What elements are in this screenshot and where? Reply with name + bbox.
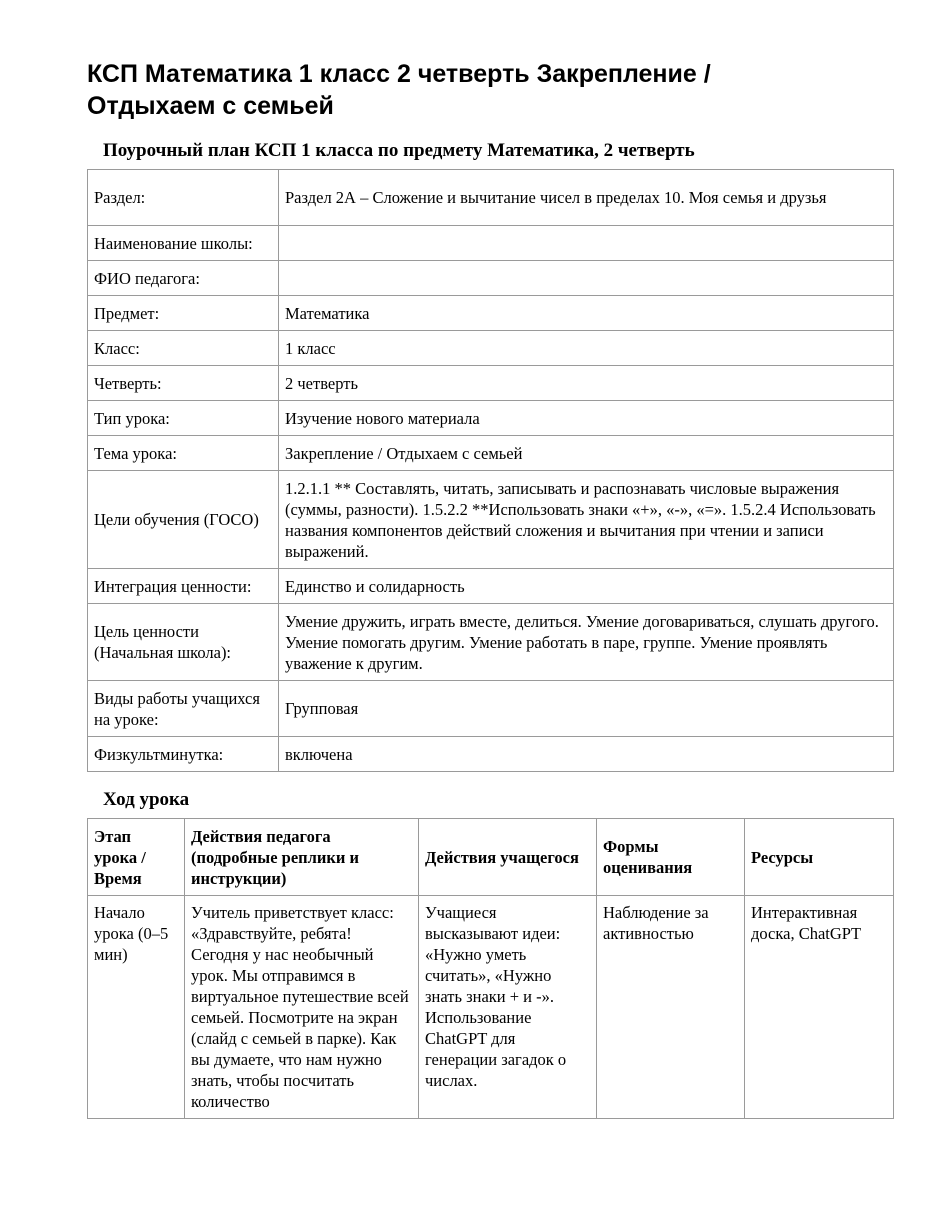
column-header-stage: Этап урока / Время xyxy=(88,819,185,896)
info-value: 2 четверть xyxy=(279,366,894,401)
info-label: ФИО педагога: xyxy=(88,261,279,296)
info-row-value-integration xyxy=(88,569,894,604)
plan-heading: Поурочный план КСП 1 класса по предмету Математика, 2 четверть xyxy=(103,140,695,161)
info-row-lesson-topic xyxy=(88,436,894,471)
column-header-resources: Ресурсы xyxy=(745,819,894,896)
info-value xyxy=(279,261,894,296)
cell-assessment: Наблюдение за активностью xyxy=(597,896,745,1119)
lesson-course-table xyxy=(87,818,894,1119)
info-value: Математика xyxy=(279,296,894,331)
info-value: 1.2.1.1 ** Составлять, читать, записывать и распознавать числовые выражения (суммы, разности). 1.5.2.2 **Использовать знаки «+», «-», «=». 1.5.2.4 Использовать названия компонентов действий сложения и вычитания при чтении и записи выражений. xyxy=(279,471,894,569)
info-value: включена xyxy=(279,737,894,772)
column-header-teacher-actions: Действия педагога (подробные реплики и инструкции) xyxy=(185,819,419,896)
info-row-school xyxy=(88,226,894,261)
info-label: Цели обучения (ГОСО) xyxy=(88,471,279,569)
info-label: Класс: xyxy=(88,331,279,366)
course-heading: Ход урока xyxy=(103,789,190,810)
info-value xyxy=(279,226,894,261)
lesson-info-table xyxy=(87,169,894,772)
table-row xyxy=(88,896,894,1119)
info-label: Тема урока: xyxy=(88,436,279,471)
cell-stage: Начало урока (0–5 мин) xyxy=(88,896,185,1119)
info-label: Наименование школы: xyxy=(88,226,279,261)
course-header-row xyxy=(88,819,894,896)
info-label: Виды работы учащихся на уроке: xyxy=(88,681,279,737)
info-row-section xyxy=(88,170,894,226)
info-row-subject xyxy=(88,296,894,331)
info-value: Закрепление / Отдыхаем с семьей xyxy=(279,436,894,471)
info-label: Предмет: xyxy=(88,296,279,331)
info-row-learning-goals xyxy=(88,471,894,569)
info-label: Тип урока: xyxy=(88,401,279,436)
cell-teacher-actions: Учитель приветствует класс: «Здравствуйте, ребята! Сегодня у нас необычный урок. Мы отправимся в виртуальное путешествие всей семьей. Посмотрите на экран (слайд с семьей в парке). Как вы думаете, что нам нужно знать, чтобы посчитать количество xyxy=(185,896,419,1119)
info-row-quarter xyxy=(88,366,894,401)
document-page xyxy=(87,58,893,1119)
info-label: Интеграция ценности: xyxy=(88,569,279,604)
page-title: КСП Математика 1 класс 2 четверть Закрепление / Отдыхаем с семьей xyxy=(87,60,711,120)
info-value: 1 класс xyxy=(279,331,894,366)
info-value: Единство и солидарность xyxy=(279,569,894,604)
info-label: Физкультминутка: xyxy=(88,737,279,772)
info-row-physical-break xyxy=(88,737,894,772)
info-row-lesson-type xyxy=(88,401,894,436)
info-value: Умение дружить, играть вместе, делиться. Умение договариваться, слушать другого. Умение помогать другим. Умение работать в паре, группе. Умение проявлять уважение к другим. xyxy=(279,604,894,681)
column-header-student-actions: Действия учащегося xyxy=(419,819,597,896)
info-row-value-goal xyxy=(88,604,894,681)
column-header-assessment: Формы оценивания xyxy=(597,819,745,896)
info-row-work-types xyxy=(88,681,894,737)
info-label: Цель ценности (Начальная школа): xyxy=(88,604,279,681)
cell-student-actions: Учащиеся высказывают идеи: «Нужно уметь считать», «Нужно знать знаки + и -». Использование ChatGPT для генерации загадок о числах. xyxy=(419,896,597,1119)
info-value: Групповая xyxy=(279,681,894,737)
info-row-grade xyxy=(88,331,894,366)
info-row-teacher xyxy=(88,261,894,296)
info-value: Раздел 2А – Сложение и вычитание чисел в пределах 10. Моя семья и друзья xyxy=(279,170,894,226)
info-value: Изучение нового материала xyxy=(279,401,894,436)
info-label: Четверть: xyxy=(88,366,279,401)
cell-resources: Интерактивная доска, ChatGPT xyxy=(745,896,894,1119)
info-label: Раздел: xyxy=(88,170,279,226)
